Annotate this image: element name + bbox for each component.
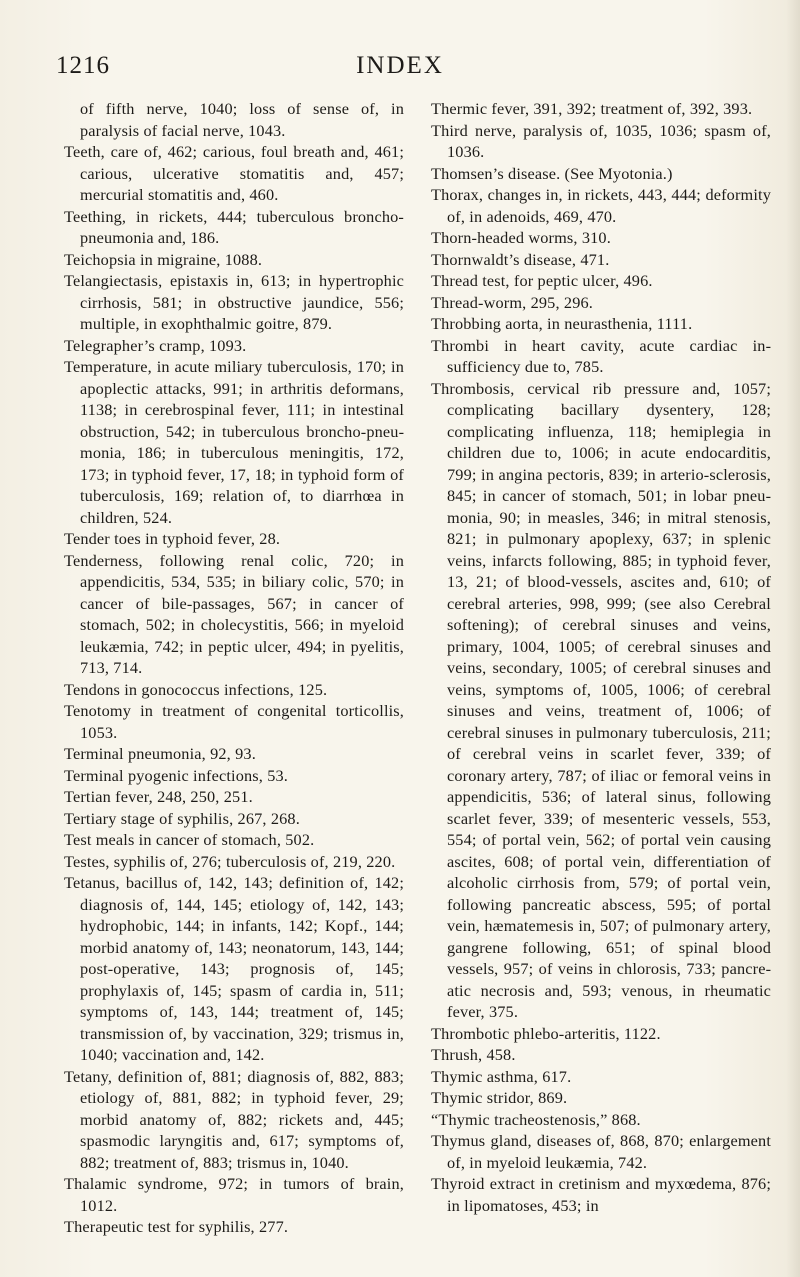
index-entry: Thymus gland, diseases of, 868, 870; enlargement of, in myeloid leukæmia, 742. xyxy=(431,1131,771,1172)
index-entry: Tendons in gonococcus infections, 125. xyxy=(64,679,328,699)
index-entry: “Thymic tracheostenosis,” 868. xyxy=(431,1109,641,1129)
index-entry: Thorax, changes in, in rickets, 443, 444; deformity of, in adenoids, 469, 470. xyxy=(431,185,771,226)
index-entry: Thrombosis, cervical rib pressure and, 1057; complicating bacillary dysentery, 128; complicating influenza, 118; hemiplegia in children due to, 1006; in acute endocarditis, 799; in angina pectoris, 839; in arterio-sclerosis, 845; in cancer of stomach, 501; in lobar pneumonia, 90; in measles, 346; in mitral stenosis, 821; in pulmonary apoplexy, 637; in splenic veins, infarcts following, 885; in typhoid fever, 13, 21; of blood-vessels, ascites and, 610; of cerebral arteries, 998, 999; (see also Cerebral softening); of cerebral sinuses and veins, primary, 1004, 1005; of cerebral sinuses and veins, secondary, 1005; of cerebral sinuses and veins, symptoms of, 1005, 1006; of cerebral sinuses and veins, treatment of, 1006; of cerebral sinuses in pulmonary tuberculosis, 211; of cerebral veins in scarlet fever, 339; of coronary artery, 787; of iliac or femoral veins in appendicitis, 536; of lateral sinus, following scarlet fever, 339; of mesenteric vessels, 553, 554; of portal vein, 562; of portal vein causing ascites, 608; of portal vein, differentiation of alcoholic cirrhosis from, 579; of portal vein, following pancreatic abscess, 595; of portal vein, hæmatemesis in, 507; of pulmonary artery, gangrene following, 651; of spinal blood vessels, 957; of veins in chlorosis, 733; pancreatic necrosis and, 593; venous, in rheumatic fever, 375. xyxy=(431,378,771,1021)
index-entry: Teeth, care of, 462; carious, foul breath and, 461; carious, ulcerative stomatitis and, 457; mercurial stomatitis and, 460. xyxy=(64,142,404,204)
index-entry: Tender toes in typhoid fever, 28. xyxy=(64,529,281,548)
index-entry: Tertiary stage of syphilis, 267, 268. xyxy=(64,808,300,828)
index-entry: of fifth nerve, 1040; loss of sense of, in paralysis of facial nerve, 1043. xyxy=(80,99,404,140)
page-number: 1216 xyxy=(56,52,110,79)
index-entry: Throbbing aorta, in neurasthenia, 1111. xyxy=(431,314,693,333)
index-entry: Therapeutic test for syphilis, 277. xyxy=(64,1217,289,1236)
index-entry: Tertian fever, 248, 250, 251. xyxy=(64,787,253,806)
index-entry: Thermic fever, 391, 392; treatment of, 392, 393. xyxy=(431,99,753,118)
running-head-title: INDEX xyxy=(356,52,444,79)
index-entry: Tetany, definition of, 881; diagnosis of, 882, 883; etiology of, 881, 882; in typhoid fever, 29; morbid anatomy of, 882; rickets and, 445; spasmodic laryngitis and, 617; symptoms of, 882; treatment of, 883; trismus in, 1040. xyxy=(64,1066,404,1172)
index-entry: Thorn-headed worms, 310. xyxy=(431,228,611,247)
index-entry: Temperature, in acute miliary tuberculosis, 170; in apoplectic attacks, 991; in arthritis deformans, 1138; in cerebrospinal fever, 111; in intestinal obstruction, 542; in tuberculous broncho-pneumonia, 186; in tuberculous meningitis, 172, 173; in typhoid fever, 17, 18; in typhoid form of tuberculosis, 169; relation of, to diarrhœa in children, 524. xyxy=(64,357,404,527)
index-entry: Test meals in cancer of stomach, 502. xyxy=(64,830,315,849)
index-entry: Terminal pyogenic infections, 53. xyxy=(64,765,288,785)
left-column xyxy=(64,98,404,1238)
index-entry: Tetanus, bacillus of, 142, 143; definition of, 142; diagnosis of, 144, 145; etiology of, 142, 143; hydrophobic, 144; in infants, 142; Kopf., 144; morbid anatomy of, 143; neonatorum, 143, 144; post-operative, 143; prognosis of, 145; prophylaxis of, 145; spasm of cardia in, 511; symptoms of, 143, 144; treatment of, 145; transmission of, by vaccination, 329; trismus in, 1040; vaccination and, 142. xyxy=(64,873,404,1064)
index-columns xyxy=(64,98,771,1248)
index-entry: Tenotomy in treatment of congenital torticollis, 1053. xyxy=(64,701,404,742)
index-entry: Thomsen’s disease. (See Myotonia.) xyxy=(431,163,673,183)
index-entry: Teething, in rickets, 444; tuberculous broncho-pneumonia and, 186. xyxy=(64,206,404,247)
index-entry: Telangiectasis, epistaxis in, 613; in hypertrophic cirrhosis, 581; in obstructive jaundice, 556; multiple, in exophthalmic goitre, 879. xyxy=(64,271,404,333)
page-header xyxy=(0,52,800,86)
index-entry: Teichopsia in migraine, 1088. xyxy=(64,249,263,269)
index-entry: Thyroid extract in cretinism and myxœdema, 876; in lipomatoses, 453; in xyxy=(431,1174,771,1215)
index-entry: Tenderness, following renal colic, 720; in appendicitis, 534, 535; in biliary colic, 570; in cancer of bile-passages, 567; in cancer of stomach, 502; in cholecystitis, 566; in myeloid leukæmia, 742; in peptic ulcer, 494; in pyelitis, 713, 714. xyxy=(64,550,404,677)
index-entry: Thrush, 458. xyxy=(431,1045,516,1064)
index-entry: Third nerve, paralysis of, 1035, 1036; spasm of, 1036. xyxy=(431,120,771,161)
index-entry: Thread-worm, 295, 296. xyxy=(431,292,594,312)
index-entry: Telegrapher’s cramp, 1093. xyxy=(64,335,247,355)
page-edge-shadow xyxy=(786,0,800,1277)
index-entry: Thread test, for peptic ulcer, 496. xyxy=(431,271,653,290)
index-entry: Thornwaldt’s disease, 471. xyxy=(431,249,610,269)
index-entry: Thrombotic phlebo-arteritis, 1122. xyxy=(431,1023,661,1043)
index-entry: Thrombi in heart cavity, acute cardiac insufficiency due to, 785. xyxy=(431,335,771,376)
index-entry: Thalamic syndrome, 972; in tumors of brain, 1012. xyxy=(64,1174,404,1215)
index-entry: Testes, syphilis of, 276; tuberculosis of, 219, 220. xyxy=(64,851,396,871)
index-entry: Thymic stridor, 869. xyxy=(431,1088,568,1107)
index-entry: Terminal pneumonia, 92, 93. xyxy=(64,744,256,763)
index-entry: Thymic asthma, 617. xyxy=(431,1066,572,1086)
right-column xyxy=(431,98,771,1216)
